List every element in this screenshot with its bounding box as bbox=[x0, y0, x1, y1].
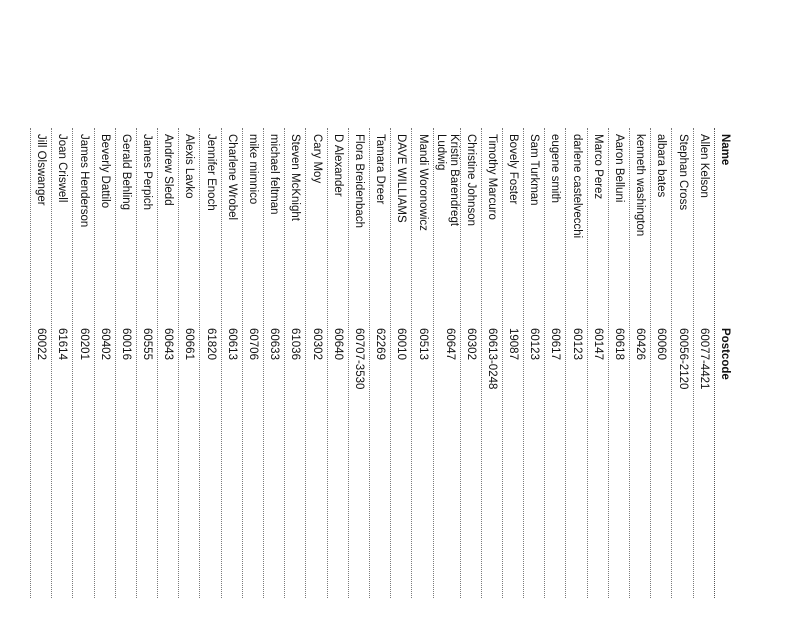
postcode-cell: 60633 bbox=[268, 328, 281, 360]
name-cell bbox=[74, 134, 94, 227]
name-cell bbox=[609, 134, 629, 202]
name-text: albara bates bbox=[655, 134, 668, 198]
postcode-cell: 60123 bbox=[570, 328, 583, 360]
table-row bbox=[242, 128, 263, 598]
name-cell bbox=[158, 134, 178, 206]
postcode-cell: 60201 bbox=[77, 328, 90, 360]
table-row bbox=[460, 128, 481, 598]
postcode-cell: 60707-3530 bbox=[353, 328, 365, 390]
name-cell bbox=[588, 134, 608, 199]
name-cell bbox=[201, 134, 221, 211]
name-text: Jennifer Enoch bbox=[204, 134, 217, 211]
postcode-cell: 60147 bbox=[591, 328, 604, 360]
name-cell bbox=[461, 134, 481, 226]
postcode-cell: 60016 bbox=[119, 328, 132, 360]
table-row bbox=[693, 128, 714, 598]
table-row bbox=[136, 128, 157, 598]
postcode-cell: 61614 bbox=[56, 328, 69, 360]
postcode-cell: 60661 bbox=[183, 328, 196, 360]
name-text: D Alexander bbox=[331, 134, 344, 197]
name-text: Jill Olswanger bbox=[35, 134, 48, 206]
name-text: Allen Kelson bbox=[697, 134, 710, 198]
postcode-cell: 60643 bbox=[162, 328, 175, 360]
postcode-cell: 62269 bbox=[374, 328, 387, 360]
name-cell bbox=[243, 134, 263, 204]
name-text: Timothy Marcuro bbox=[485, 134, 498, 220]
name-cell bbox=[546, 134, 566, 203]
table-row bbox=[587, 128, 608, 598]
name-text: Christine Johnson bbox=[464, 134, 477, 227]
name-cell bbox=[503, 134, 523, 204]
name-cell bbox=[413, 134, 433, 231]
table-row bbox=[544, 128, 565, 598]
postcode-cell: 60640 bbox=[331, 328, 344, 360]
name-text: Andrew Sledd bbox=[162, 134, 175, 206]
postcode-cell: 61036 bbox=[289, 328, 302, 360]
postcode-cell: 60056-2120 bbox=[676, 328, 689, 390]
name-text: Sam Turkman bbox=[528, 134, 541, 206]
table-row bbox=[481, 128, 502, 598]
name-text: Gerald Behling bbox=[119, 134, 132, 211]
name-text: eugene smith bbox=[549, 134, 562, 204]
postcode-cell: 60123 bbox=[528, 328, 541, 360]
postcode-cell: 60302 bbox=[464, 328, 477, 360]
table-row bbox=[523, 128, 544, 598]
name-text: Steven McKnight bbox=[289, 134, 302, 221]
table-row bbox=[51, 128, 72, 598]
name-cell bbox=[567, 134, 587, 238]
table-row bbox=[369, 128, 390, 598]
table-row bbox=[94, 128, 115, 598]
name-text: Alexis Lavko bbox=[183, 134, 196, 199]
postcode-cell: 60010 bbox=[395, 328, 408, 360]
name-text: Bovely Foster bbox=[507, 134, 520, 205]
table-row bbox=[284, 128, 305, 598]
table-row bbox=[411, 128, 432, 598]
table-row bbox=[650, 128, 671, 598]
postcode-cell: 60618 bbox=[613, 328, 626, 360]
name-text: Cary Moy bbox=[310, 134, 323, 184]
table-row bbox=[327, 128, 348, 598]
postcode-cell: 60613 bbox=[225, 328, 238, 360]
name-cell bbox=[391, 134, 411, 223]
table-row bbox=[502, 128, 523, 598]
table-row bbox=[157, 128, 178, 598]
name-text: Joan Criswell bbox=[56, 134, 69, 203]
name-cell bbox=[328, 134, 348, 197]
table-row bbox=[30, 128, 51, 598]
name-cell bbox=[349, 134, 369, 228]
name-text: Tamara Dreer bbox=[374, 134, 387, 205]
name-text: Stephan Cross bbox=[676, 134, 689, 211]
table-row bbox=[263, 128, 284, 598]
table-row bbox=[629, 128, 650, 598]
table-row bbox=[72, 128, 93, 598]
name-cell bbox=[651, 134, 671, 197]
name-cell bbox=[524, 134, 544, 206]
name-text: Beverly Dattilo bbox=[98, 134, 111, 209]
name-cell bbox=[264, 134, 284, 215]
postcode-cell: 60077-4421 bbox=[697, 328, 710, 390]
postcode-cell: 60426 bbox=[634, 328, 647, 360]
name-text: kenneth washington bbox=[634, 134, 647, 237]
table-row bbox=[178, 128, 199, 598]
name-cell bbox=[180, 134, 200, 199]
name-text: DAVE WILLIAMS bbox=[395, 134, 408, 223]
name-text: darlene castelvecchi bbox=[570, 134, 583, 239]
table-row bbox=[348, 128, 369, 598]
rotated-table bbox=[35, 128, 735, 598]
postcode-cell: 60613-0248 bbox=[485, 328, 498, 390]
table-row bbox=[390, 128, 411, 598]
table-row bbox=[671, 128, 692, 598]
name-text: mike mimnico bbox=[247, 134, 260, 205]
name-text-continued: Ludwig bbox=[434, 134, 447, 171]
postcode-cell: 19087 bbox=[507, 328, 520, 360]
name-cell bbox=[482, 134, 502, 220]
name-cell bbox=[307, 134, 327, 183]
name-cell bbox=[370, 134, 390, 204]
name-cell bbox=[285, 134, 305, 221]
name-cell bbox=[52, 134, 72, 202]
postcode-cell: 60022 bbox=[35, 328, 48, 360]
table-row bbox=[200, 128, 221, 598]
name-text: Charlene Wrobel bbox=[225, 134, 238, 221]
table-header-row bbox=[714, 128, 735, 598]
table-row bbox=[115, 128, 136, 598]
postcode-cell: 60647 bbox=[443, 328, 456, 360]
name-cell bbox=[694, 134, 714, 198]
name-cell bbox=[434, 134, 460, 226]
name-text: Aaron Belluni bbox=[613, 134, 626, 203]
postcode-cell: 61820 bbox=[204, 328, 217, 360]
postcode-cell: 60302 bbox=[310, 328, 323, 360]
postcode-cell: 60402 bbox=[98, 328, 111, 360]
name-cell bbox=[31, 134, 51, 206]
table-row bbox=[566, 128, 587, 598]
name-text: Marco Perez bbox=[591, 134, 604, 200]
name-text: michael feltman bbox=[268, 134, 281, 215]
name-cell bbox=[95, 134, 115, 208]
name-text: James Perpich bbox=[141, 134, 154, 211]
postcode-cell: 60513 bbox=[416, 328, 429, 360]
name-cell bbox=[673, 134, 693, 210]
postcode-column-header: Postcode bbox=[719, 328, 731, 380]
table-row bbox=[221, 128, 242, 598]
name-cell bbox=[137, 134, 157, 210]
table-row bbox=[608, 128, 629, 598]
postcode-cell: 60617 bbox=[549, 328, 562, 360]
name-text: James Henderson bbox=[77, 134, 90, 228]
name-text: Mandi Woronowicz bbox=[416, 134, 429, 231]
table-body bbox=[30, 128, 714, 598]
table-row bbox=[305, 128, 326, 598]
name-cell bbox=[630, 134, 650, 236]
postcode-cell: 60060 bbox=[655, 328, 668, 360]
postcode-cell: 60706 bbox=[247, 328, 260, 360]
name-column-header: Name bbox=[719, 134, 731, 166]
table-row bbox=[433, 128, 460, 598]
name-cell bbox=[222, 134, 242, 220]
name-text: Flora Breidenbach bbox=[353, 134, 365, 228]
name-cell bbox=[116, 134, 136, 210]
postcode-cell: 60555 bbox=[141, 328, 154, 360]
name-text: Kristin Barendregt bbox=[447, 134, 460, 227]
